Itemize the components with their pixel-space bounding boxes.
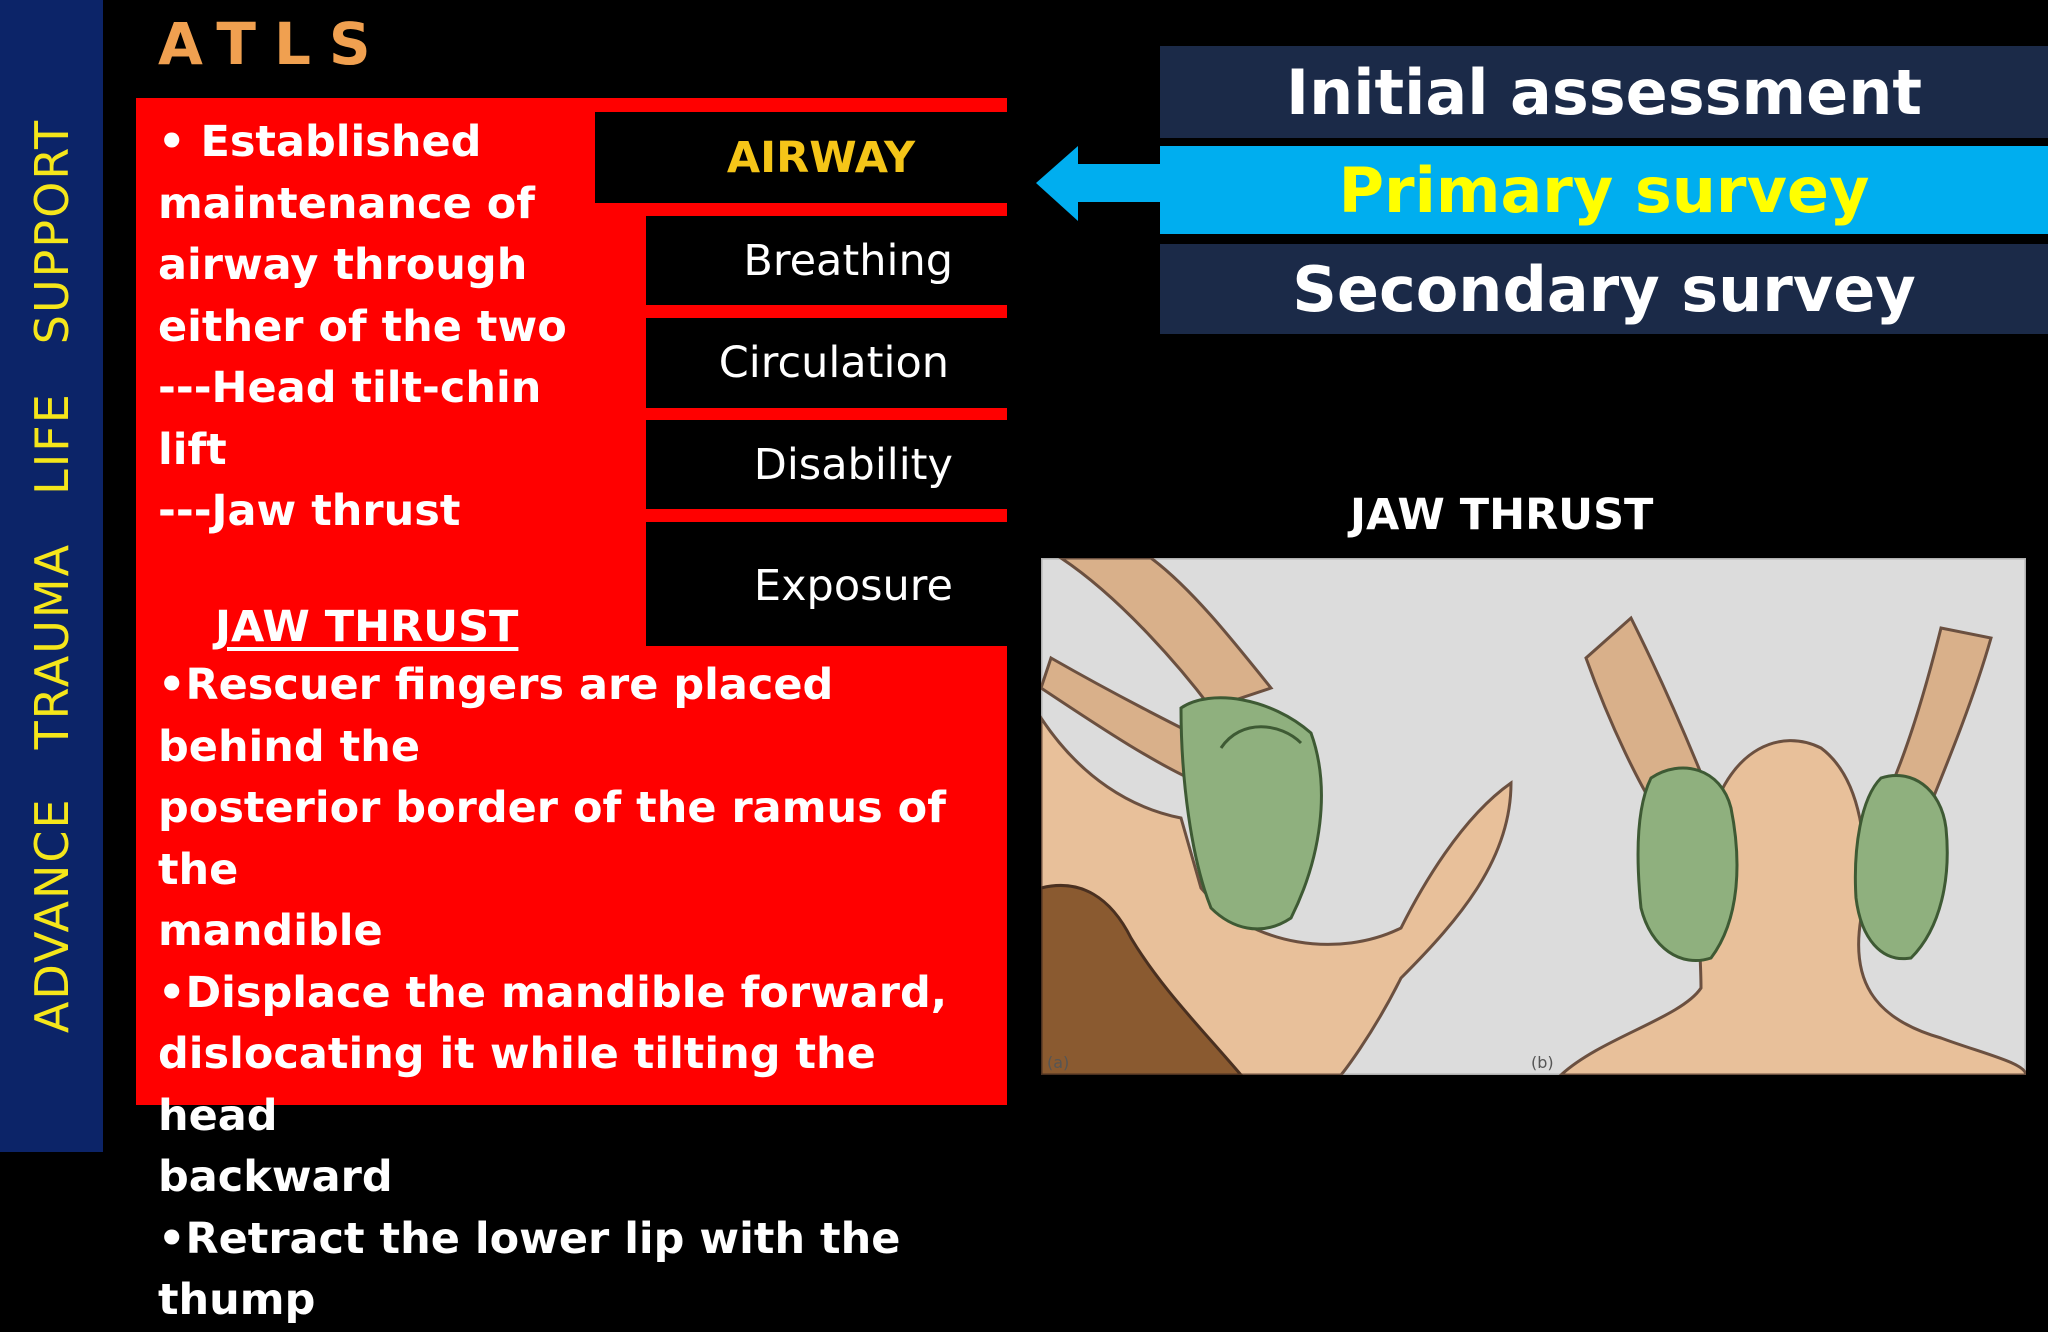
- sidebar-title: [25, 95, 79, 1057]
- arrow-left-icon: [1036, 146, 1162, 221]
- nav-disability: Disability: [646, 420, 1007, 509]
- slide-title: ATLS: [158, 10, 389, 78]
- bullet-line: ---Jaw thrust: [158, 486, 461, 536]
- jaw-thrust-steps: [158, 655, 998, 1332]
- bullet-line: airway through: [158, 240, 528, 290]
- jaw-thrust-heading: JAW THRUST: [215, 602, 519, 652]
- panel-label-b: (b): [1531, 1053, 1554, 1072]
- survey-initial-assessment: Initial assessment: [1160, 46, 2048, 138]
- airway-bullet: [158, 112, 608, 543]
- bullet-line: ---Head tilt-chin lift: [158, 363, 542, 475]
- jaw-step-line: •Rescuer fingers are placed behind the: [158, 660, 834, 772]
- jaw-step-line: posterior border of the ramus of the: [158, 783, 946, 895]
- survey-secondary: Secondary survey: [1160, 244, 2048, 334]
- nav-exposure: Exposure: [646, 522, 1007, 646]
- jaw-step-line: •Displace the mandible forward,: [158, 967, 948, 1018]
- jaw-step-line: dislocating it while tilting the head: [158, 1029, 876, 1141]
- sidebar: [0, 0, 103, 1152]
- sidebar-word-advance: ADVANCE: [25, 797, 79, 1034]
- nav-circulation: Circulation: [646, 318, 1007, 408]
- jaw-thrust-illustration: [1041, 558, 2026, 1075]
- nav-breathing: Breathing: [646, 216, 1007, 305]
- panel-label-a: (a): [1047, 1053, 1070, 1072]
- jaw-step-line: •Retract the lower lip with the thump: [158, 1213, 901, 1325]
- bullet-line: either of the two: [158, 301, 567, 352]
- illustration-caption: JAW THRUST: [1350, 490, 1654, 540]
- sidebar-word-trauma: TRAUMA: [25, 542, 79, 750]
- bullet-line: • Established: [158, 117, 482, 167]
- jaw-step-line: mandible: [158, 906, 383, 956]
- nav-airway: AIRWAY: [595, 112, 1007, 203]
- survey-primary: Primary survey: [1160, 146, 2048, 234]
- sidebar-word-life: LIFE: [25, 392, 79, 495]
- sidebar-word-support: SUPPORT: [25, 118, 79, 345]
- jaw-step-line: backward: [158, 1152, 393, 1202]
- bullet-line: maintenance of: [158, 178, 536, 229]
